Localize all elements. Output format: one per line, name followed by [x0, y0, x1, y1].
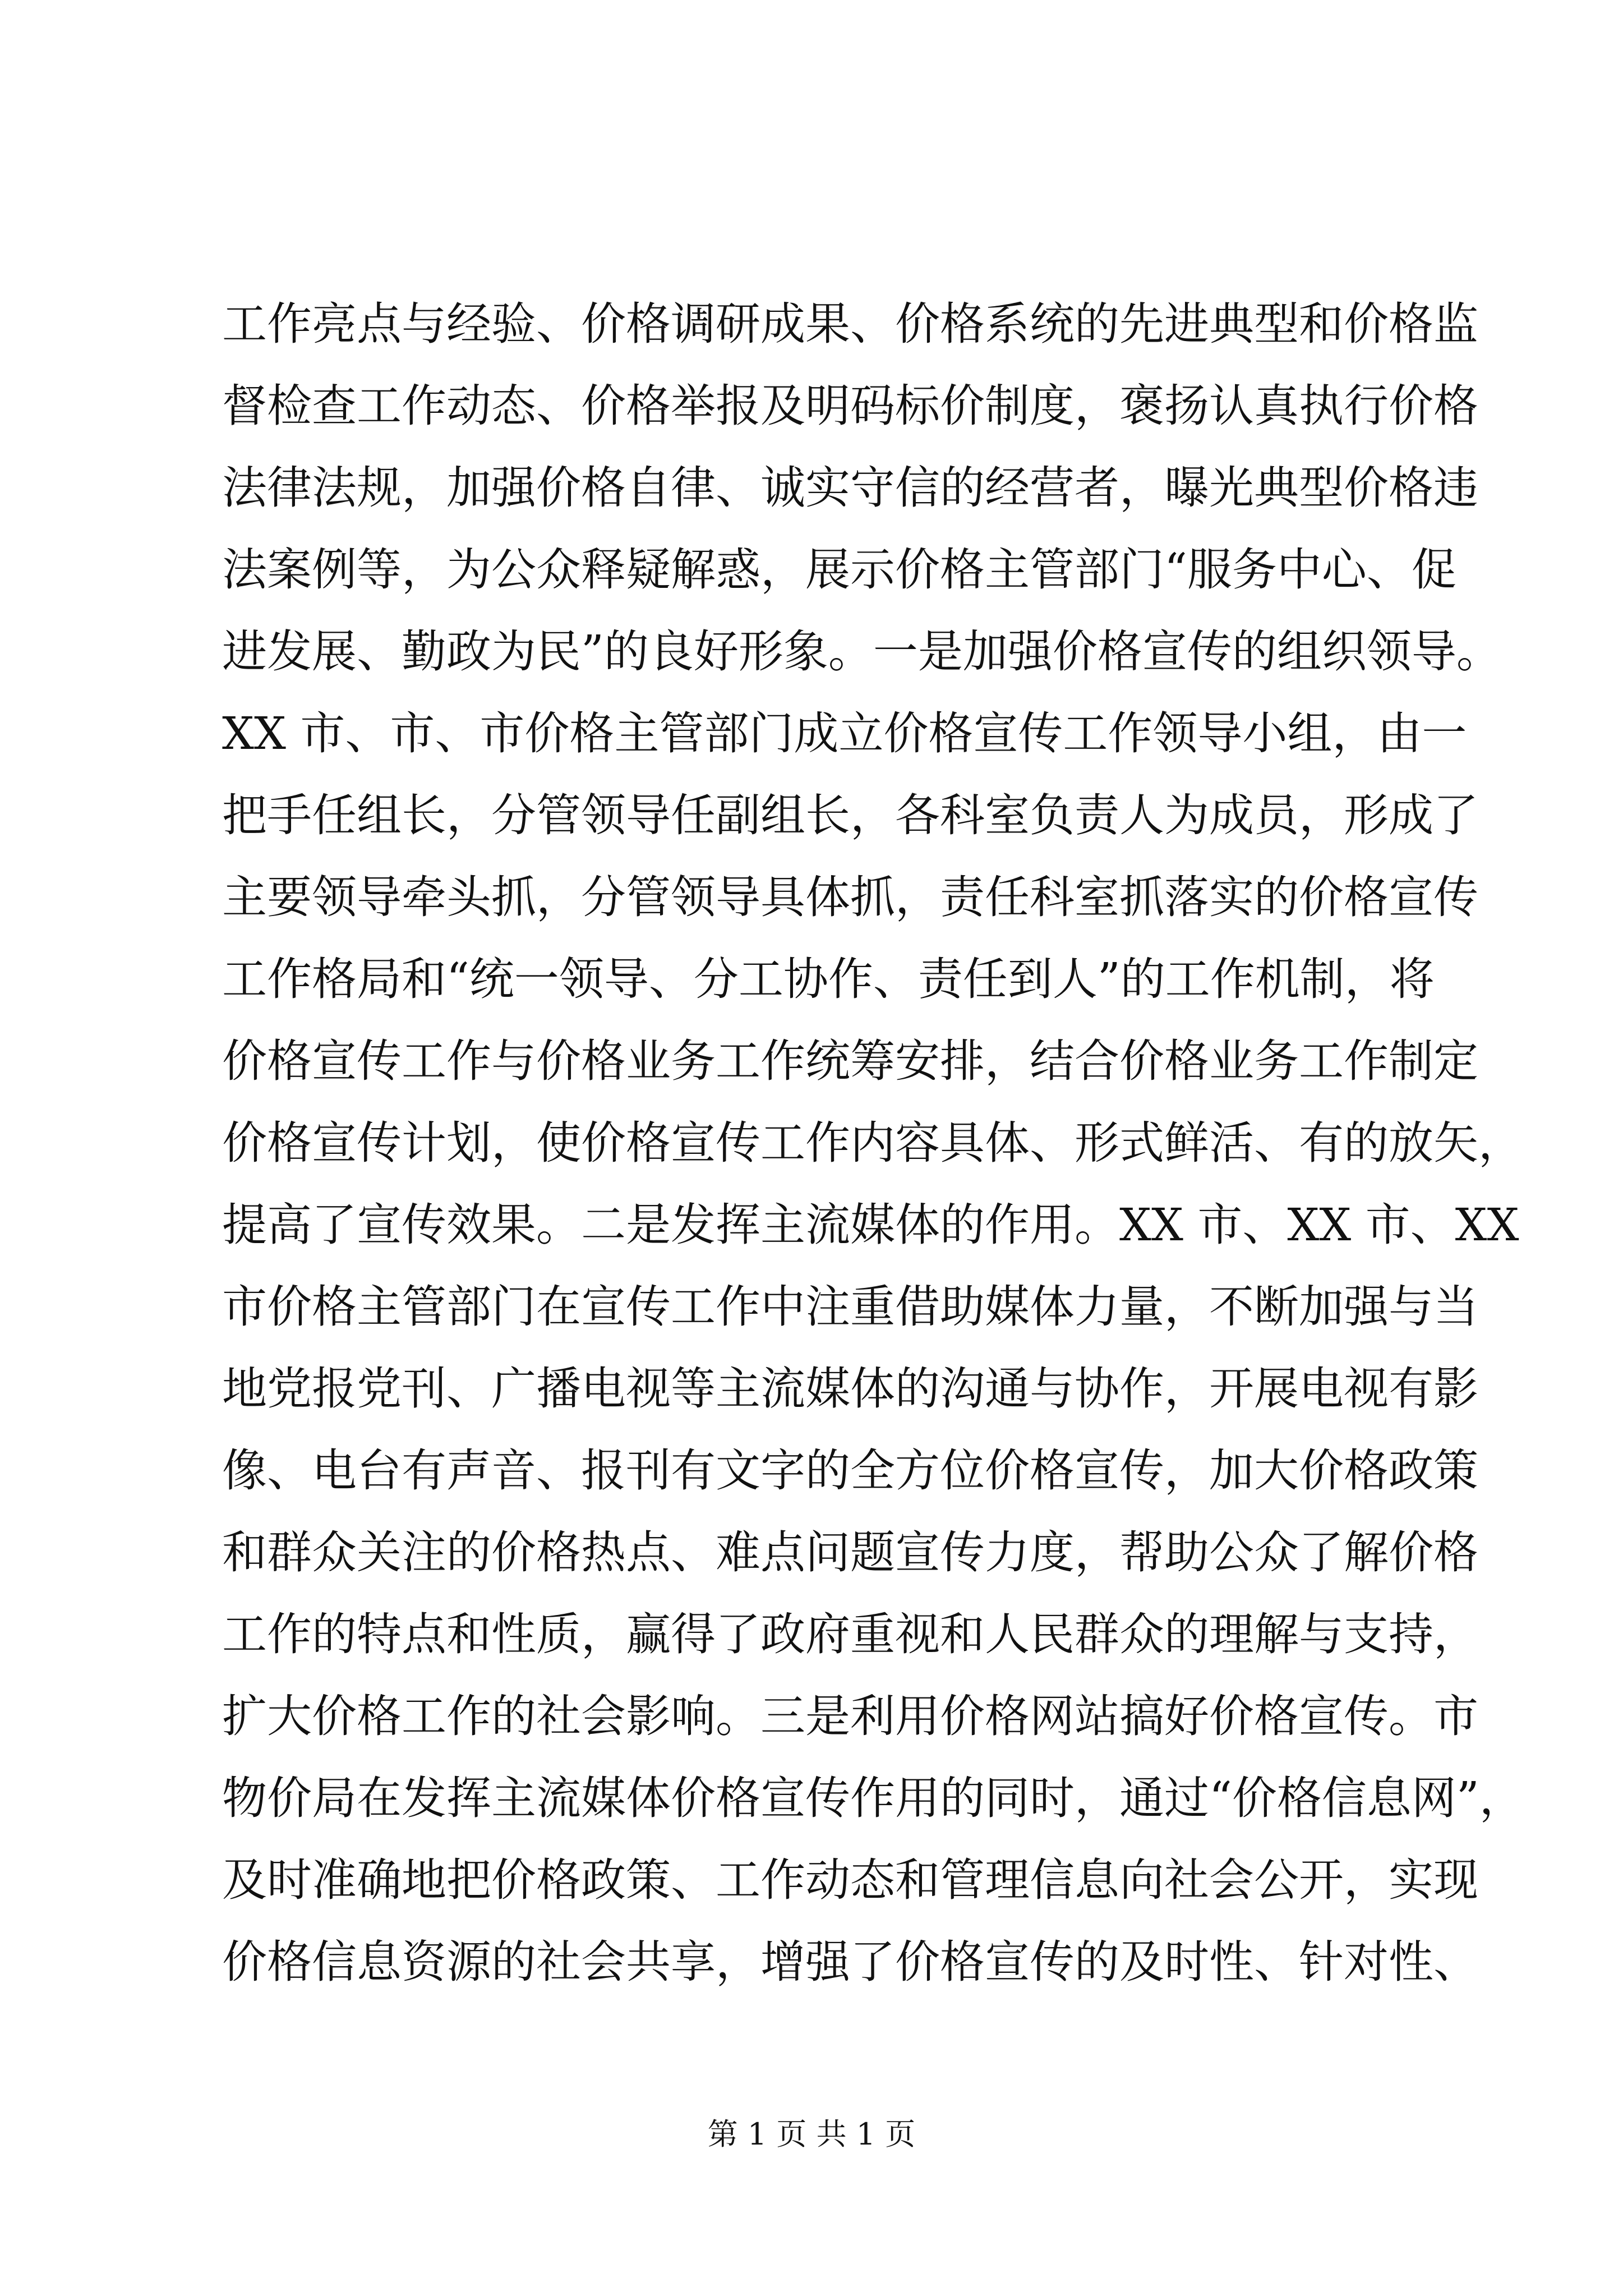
text-line: 提高了宣传效果。二是发挥主流媒体的作用。XX 市、XX 市、XX	[222, 1199, 1519, 1251]
text-line: 价格宣传计划，使价格宣传工作内容具体、形式鲜活、有的放矢，	[222, 1117, 1523, 1169]
text-line: 像、电台有声音、报刊有文字的全方位价格宣传，加大价格政策	[222, 1444, 1478, 1497]
text-line: 市价格主管部门在宣传工作中注重借助媒体力量，不断加强与当	[222, 1281, 1478, 1333]
text-line: 法案例等，为公众释疑解惑，展示价格主管部门“服务中心、促	[222, 544, 1456, 596]
text-line: 价格信息资源的社会共享，增强了价格宣传的及时性、针对性、	[222, 1936, 1478, 1988]
text-line: 和群众关注的价格热点、难点问题宣传力度，帮助公众了解价格	[222, 1526, 1478, 1579]
text-line: 扩大价格工作的社会影响。三是利用价格网站搞好价格宣传。市	[222, 1690, 1478, 1742]
text-line: 工作的特点和性质，赢得了政府重视和人民群众的理解与支持，	[222, 1608, 1478, 1660]
text-line: 进发展、勤政为民”的良好形象。一是加强价格宣传的组织领导。	[222, 625, 1501, 678]
text-line: 价格宣传工作与价格业务工作统筹安排，结合价格业务工作制定	[222, 1035, 1478, 1087]
text-line: 工作亮点与经验、价格调研成果、价格系统的先进典型和价格监	[222, 298, 1478, 350]
text-line: 把手任组长，分管领导任副组长，各科室负责人为成员，形成了	[222, 789, 1478, 841]
body-text	[222, 283, 1524, 2003]
text-line: 物价局在发挥主流媒体价格宣传作用的同时，通过“价格信息网”，	[222, 1772, 1524, 1824]
text-line: 及时准确地把价格政策、工作动态和管理信息向社会公开，实现	[222, 1854, 1478, 1906]
text-line: XX 市、市、市价格主管部门成立价格宣传工作领导小组，由一	[222, 707, 1467, 760]
page-footer	[0, 2115, 1623, 2154]
text-line: 工作格局和“统一领导、分工协作、责任到人”的工作机制，将	[222, 953, 1435, 1005]
text-line: 地党报党刊、广播电视等主流媒体的沟通与协作，开展电视有影	[222, 1363, 1478, 1415]
text-line: 主要领导牵头抓，分管领导具体抓，责任科室抓落实的价格宣传	[222, 871, 1478, 923]
page-number-label: 第 1 页 共 1 页	[707, 2116, 916, 2152]
text-line: 督检查工作动态、价格举报及明码标价制度，褒扬认真执行价格	[222, 380, 1478, 432]
text-line: 法律法规，加强价格自律、诚实守信的经营者，曝光典型价格违	[222, 462, 1478, 514]
